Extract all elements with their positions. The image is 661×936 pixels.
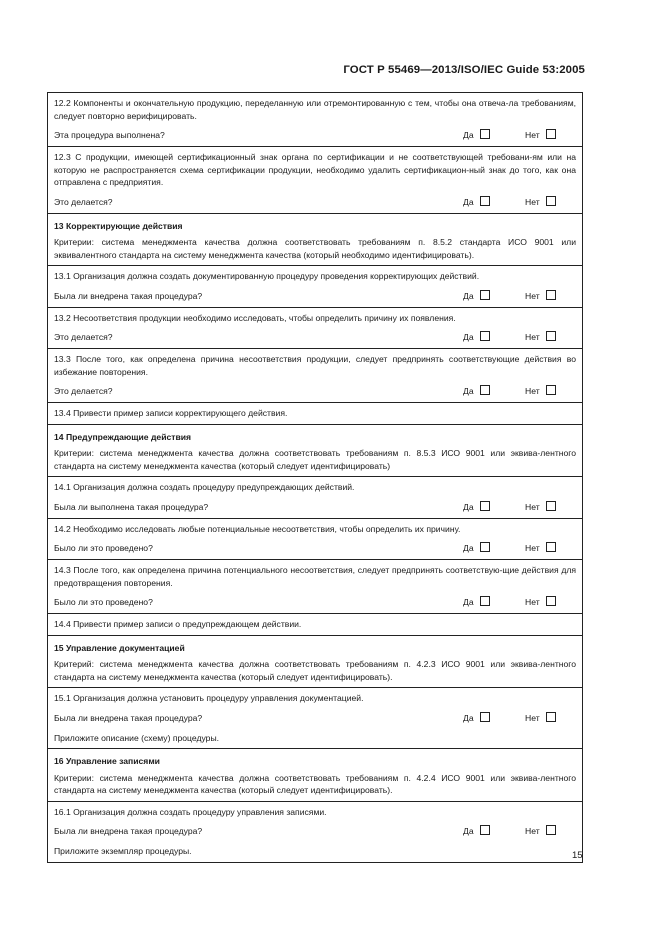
yes-option bbox=[463, 129, 490, 142]
question-text: Было ли это проведено? bbox=[54, 597, 153, 607]
section-row bbox=[48, 425, 582, 478]
yes-checkbox[interactable] bbox=[480, 331, 490, 341]
no-checkbox[interactable] bbox=[546, 331, 556, 341]
no-option bbox=[525, 542, 556, 555]
criteria-text: Критерии: система менеджмента качества должна соответствовать требованиям п. 4.2.4 ИСО 9001 или эквива-лентного стандарта на систему менеджмента качества (который следует идентифицировать). bbox=[54, 772, 576, 795]
no-label: Нет bbox=[525, 130, 540, 140]
question-line bbox=[54, 331, 576, 344]
yes-label: Да bbox=[463, 543, 474, 553]
section-row bbox=[48, 636, 582, 689]
yes-label: Да bbox=[463, 130, 474, 140]
checklist-row bbox=[48, 477, 582, 519]
requirement-text: 14.2 Необходимо исследовать любые потенциальные несоответствия, чтобы определить их причину. bbox=[54, 523, 461, 534]
no-checkbox[interactable] bbox=[546, 385, 556, 395]
requirement-text: 13.3 После того, как определена причина несоответствия продукции, следует предпринять соответствующие действия во избежание повторения. bbox=[54, 354, 576, 377]
yes-checkbox[interactable] bbox=[480, 596, 490, 606]
requirement-text: 14.1 Организация должна создать процедуру предупреждающих действий. bbox=[54, 482, 355, 492]
yes-checkbox[interactable] bbox=[480, 290, 490, 300]
checklist-row bbox=[48, 349, 582, 403]
yes-checkbox[interactable] bbox=[480, 542, 490, 552]
requirement-text: 14.4 Привести пример записи о предупреждающем действии. bbox=[54, 619, 302, 629]
no-option bbox=[525, 825, 556, 838]
yes-checkbox[interactable] bbox=[480, 825, 490, 835]
question-line bbox=[54, 196, 576, 209]
checklist-row bbox=[48, 560, 582, 614]
no-option bbox=[525, 501, 556, 514]
no-option bbox=[525, 712, 556, 725]
yes-checkbox[interactable] bbox=[480, 196, 490, 206]
yes-label: Да bbox=[463, 196, 474, 207]
question-text: Была ли внедрена такая процедура? bbox=[54, 826, 203, 836]
checklist-row bbox=[48, 93, 582, 147]
yes-checkbox[interactable] bbox=[480, 129, 490, 139]
requirement-text: 12.2 Компоненты и окончательную продукцию, переделанную или отремонтированную с тем, чтобы она отвеча-ла требованиям, следует повторно верифицировать. bbox=[54, 98, 576, 121]
no-checkbox[interactable] bbox=[546, 501, 556, 511]
yes-label: Да bbox=[463, 501, 474, 512]
checklist-row bbox=[48, 403, 582, 425]
no-label: Нет bbox=[525, 332, 540, 342]
checklist-row bbox=[48, 308, 582, 350]
requirement-text: 12.3 С продукции, имеющей сертификационный знак органа по сертификации и не соответствующей требовани-ям или на которую не распространяется схема сертификации продукции, необходимо удалить сертификацион-ный знак до того, как она отправлена с предприятия. bbox=[54, 152, 576, 187]
section-row bbox=[48, 749, 582, 802]
yes-option bbox=[463, 596, 490, 609]
question-text: Было ли это проведено? bbox=[54, 543, 153, 553]
yes-label: Да bbox=[463, 290, 474, 301]
section-title: 16 Управление записями bbox=[54, 756, 160, 766]
yes-label: Да bbox=[463, 386, 474, 396]
no-label: Нет bbox=[525, 501, 540, 512]
page-number: 15 bbox=[572, 850, 583, 861]
no-option bbox=[525, 196, 556, 209]
no-option bbox=[525, 331, 556, 344]
requirement-text: 16.1 Организация должна создать процедуру управления записями. bbox=[54, 806, 327, 817]
question-line bbox=[54, 501, 576, 514]
question-line bbox=[54, 385, 576, 398]
question-line bbox=[54, 542, 576, 555]
question-line bbox=[54, 825, 576, 838]
question-text: Это делается? bbox=[54, 332, 113, 342]
no-checkbox[interactable] bbox=[546, 129, 556, 139]
requirement-text: 14.3 После того, как определена причина потенциального несоответствия, следует предпринять соответствую-щие действия для предотвращения повторения. bbox=[54, 565, 576, 588]
question-line bbox=[54, 290, 576, 303]
document-header: ГОСТ Р 55469—2013/ISO/IEC Guide 53:2005 bbox=[343, 64, 585, 76]
yes-checkbox[interactable] bbox=[480, 712, 490, 722]
yes-option bbox=[463, 542, 490, 555]
question-text: Была ли внедрена такая процедура? bbox=[54, 290, 203, 301]
question-text: Эта процедура выполнена? bbox=[54, 130, 165, 140]
yes-label: Да bbox=[463, 712, 474, 723]
yes-checkbox[interactable] bbox=[480, 501, 490, 511]
checklist-row bbox=[48, 519, 582, 561]
yes-option bbox=[463, 712, 490, 725]
question-text: Была ли выполнена такая процедура? bbox=[54, 501, 209, 512]
no-checkbox[interactable] bbox=[546, 196, 556, 206]
no-checkbox[interactable] bbox=[546, 712, 556, 722]
requirement-text: 13.2 Несоответствия продукции необходимо исследовать, чтобы определить причину их появления. bbox=[54, 312, 456, 323]
question-line bbox=[54, 129, 576, 142]
yes-checkbox[interactable] bbox=[480, 385, 490, 395]
no-checkbox[interactable] bbox=[546, 542, 556, 552]
checklist-row bbox=[48, 147, 582, 214]
no-label: Нет bbox=[525, 386, 540, 396]
requirement-text: 13.4 Привести пример записи корректирующего действия. bbox=[54, 408, 288, 418]
checklist-row bbox=[48, 688, 582, 749]
no-label: Нет bbox=[525, 290, 540, 301]
question-line bbox=[54, 596, 576, 609]
no-checkbox[interactable] bbox=[546, 596, 556, 606]
no-label: Нет bbox=[525, 826, 540, 836]
no-option bbox=[525, 385, 556, 398]
checklist-row bbox=[48, 802, 582, 862]
yes-label: Да bbox=[463, 597, 474, 607]
requirement-text: 13.1 Организация должна создать документированную процедуру проведения корректирующих действий. bbox=[54, 271, 480, 281]
question-text: Это делается? bbox=[54, 386, 113, 396]
no-label: Нет bbox=[525, 543, 540, 553]
criteria-text: Критерии: система менеджмента качества должна соответствовать требованиям п. 8.5.3 ИСО 9001 или эквива-лентного стандарта на систему менеджмента качества (который следует идентифицировать) bbox=[54, 448, 576, 471]
checklist-table bbox=[47, 92, 583, 863]
no-label: Нет bbox=[525, 196, 540, 207]
yes-option bbox=[463, 385, 490, 398]
section-row bbox=[48, 214, 582, 267]
question-text: Это делается? bbox=[54, 196, 113, 207]
criteria-text: Критерий: система менеджмента качества должна соответствовать требованиям п. 4.2.3 ИСО 9001 или эквива-лентного стандарта на систему менеджмента качества (который следует идентифицировать). bbox=[54, 659, 576, 682]
no-label: Нет bbox=[525, 712, 540, 723]
question-text: Была ли внедрена такая процедура? bbox=[54, 712, 203, 723]
no-checkbox[interactable] bbox=[546, 290, 556, 300]
no-label: Нет bbox=[525, 597, 540, 607]
criteria-text: Критерии: система менеджмента качества должна соответствовать требованиям п. 8.5.2 стандарта ИСО 9001 или эквивалентного стандарта на систему менеджмента качества (который необходимо идентифицировать). bbox=[54, 237, 576, 260]
no-option bbox=[525, 290, 556, 303]
yes-label: Да bbox=[463, 332, 474, 342]
section-title: 13 Корректирующие действия bbox=[54, 220, 183, 231]
checklist-row bbox=[48, 614, 582, 636]
yes-option bbox=[463, 501, 490, 514]
attachment-note: Приложите экземпляр процедуры. bbox=[54, 846, 192, 856]
yes-option bbox=[463, 196, 490, 209]
yes-option bbox=[463, 290, 490, 303]
checklist-row bbox=[48, 266, 582, 308]
question-line bbox=[54, 712, 576, 725]
yes-option bbox=[463, 825, 490, 838]
no-option bbox=[525, 596, 556, 609]
section-title: 15 Управление документацией bbox=[54, 642, 185, 653]
no-option bbox=[525, 129, 556, 142]
yes-option bbox=[463, 331, 490, 344]
attachment-note: Приложите описание (схему) процедуры. bbox=[54, 732, 220, 743]
requirement-text: 15.1 Организация должна установить процедуру управления документацией. bbox=[54, 693, 364, 703]
yes-label: Да bbox=[463, 826, 474, 836]
no-checkbox[interactable] bbox=[546, 825, 556, 835]
section-title: 14 Предупреждающие действия bbox=[54, 431, 192, 442]
